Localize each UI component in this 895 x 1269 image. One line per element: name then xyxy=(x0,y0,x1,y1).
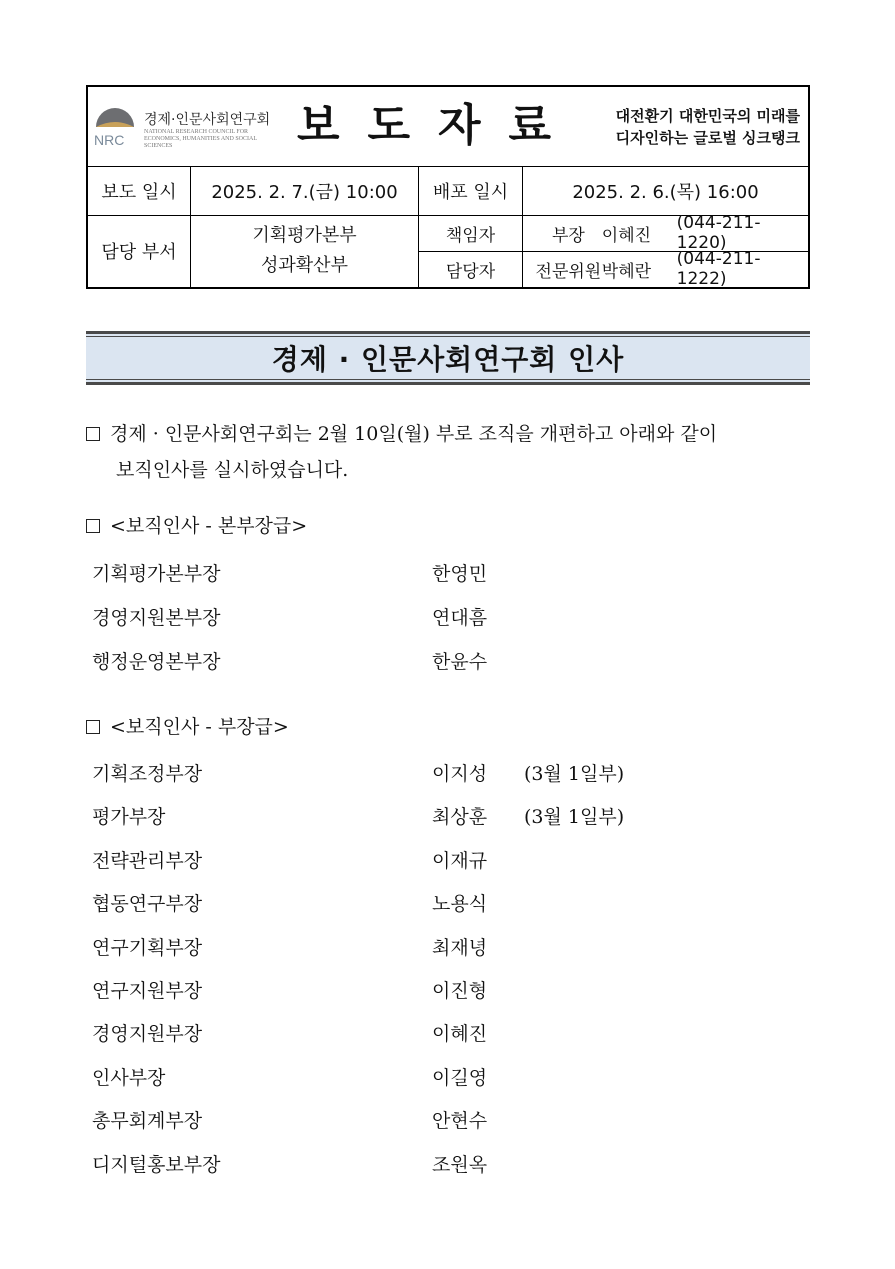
svg-text:NRC: NRC xyxy=(94,132,125,147)
dept-value xyxy=(191,215,419,287)
effective-date-note: (3월 1일부) xyxy=(524,763,625,785)
position-title: 기획평가본부장 xyxy=(92,563,221,585)
position-title: 행정운영본부장 xyxy=(92,651,221,673)
slogan-line-1: 대전환기 대한민국의 미래를 xyxy=(615,107,800,125)
contact-role-labels xyxy=(419,215,523,287)
position-title: 평가부장 xyxy=(92,806,166,829)
intro-paragraph xyxy=(86,416,816,488)
effective-date-note: (3월 1일부) xyxy=(524,806,625,829)
resp-contact xyxy=(523,215,808,252)
header-title-row xyxy=(88,87,808,167)
position-title: 인사부장 xyxy=(92,1066,166,1089)
position-title: 디지털홍보부장 xyxy=(92,1153,221,1176)
checkbox-bullet-icon xyxy=(86,720,100,734)
list-item xyxy=(92,554,792,594)
nrc-logo-icon xyxy=(94,105,136,147)
position-title: 경영지원부장 xyxy=(92,1023,203,1046)
list-item xyxy=(92,841,792,881)
contact-row xyxy=(88,215,808,287)
slogan xyxy=(616,105,800,149)
appointee-name: 이길영 xyxy=(432,1066,488,1089)
appointee-name: 노용식 xyxy=(432,893,488,916)
appointee-name: 조원옥 xyxy=(432,1153,488,1176)
resp-name: 이혜진 xyxy=(601,225,652,246)
resp-phone: (044-211-1220) xyxy=(676,213,761,253)
checkbox-bullet-icon xyxy=(86,427,100,441)
section-2-heading: <보직인사 - 부장급> xyxy=(86,712,289,739)
dept-line-1: 기획평가본부 xyxy=(252,225,357,246)
dist-date-value: 2025. 2. 6.(목) 16:00 xyxy=(572,181,759,203)
org-subtitle: NATIONAL RESEARCH COUNCIL FOR ECONOMICS, HUMANITIES AND SOCIAL SCIENCES xyxy=(144,129,257,149)
appointee-name: 이혜진 xyxy=(432,1023,488,1046)
dist-date-label: 배포 일시 xyxy=(419,166,523,215)
report-date-value: 2025. 2. 7.(금) 10:00 xyxy=(191,166,419,215)
list-item xyxy=(92,884,792,924)
doc-title: 보도자료 xyxy=(296,100,579,151)
list-item xyxy=(92,1101,792,1141)
position-title: 총무회계부장 xyxy=(92,1110,203,1133)
appointee-name: 안현수 xyxy=(432,1110,488,1133)
nrc-logo xyxy=(94,103,284,151)
position-title: 전략관리부장 xyxy=(92,849,203,872)
list-item xyxy=(92,642,792,682)
org-name: 경제·인문사회연구회 xyxy=(144,112,271,128)
list-item xyxy=(92,797,792,837)
date-row xyxy=(88,166,808,216)
staff-position: 전문위원 xyxy=(535,261,602,282)
section-1-heading: <보직인사 - 본부장급> xyxy=(86,511,307,538)
title-banner xyxy=(86,331,810,385)
intro-line-2: 보직인사를 실시하였습니다. xyxy=(116,459,349,481)
press-release-header xyxy=(86,85,810,289)
list-item xyxy=(92,598,792,638)
list-item xyxy=(92,971,792,1011)
report-date-label: 보도 일시 xyxy=(88,166,191,215)
staff-phone: (044-211-1222) xyxy=(676,249,761,289)
appointee-name: 이재규 xyxy=(432,849,488,872)
intro-line-1: 경제 · 인문사회연구회는 2월 10일(월) 부로 조직을 개편하고 아래와 같이 xyxy=(110,423,718,445)
position-title: 연구기획부장 xyxy=(92,936,203,959)
staff-name: 박혜란 xyxy=(601,261,652,282)
list-item xyxy=(92,928,792,968)
staff-contact xyxy=(523,251,808,287)
appointee-name: 한영민 xyxy=(432,563,488,585)
contact-details xyxy=(523,215,808,287)
list-item xyxy=(92,1014,792,1054)
appointee-name: 이지성 xyxy=(432,763,488,785)
position-title: 연구지원부장 xyxy=(92,980,203,1002)
resp-label: 책임자 xyxy=(419,215,522,252)
position-title: 경영지원본부장 xyxy=(92,607,221,629)
list-item xyxy=(92,754,792,794)
dept-line-2: 성과확산부 xyxy=(261,255,348,276)
checkbox-bullet-icon xyxy=(86,519,100,533)
position-title: 협동연구부장 xyxy=(92,893,203,916)
position-title: 기획조정부장 xyxy=(92,763,203,785)
appointee-name: 한윤수 xyxy=(432,651,488,673)
appointee-name: 최재녕 xyxy=(432,936,488,959)
dept-label: 담당 부서 xyxy=(88,215,191,287)
appointee-name: 최상훈 xyxy=(432,806,488,829)
resp-position: 부장 xyxy=(551,225,585,246)
page-title: 경제 · 인문사회연구회 인사 xyxy=(271,343,625,376)
list-item xyxy=(92,1145,792,1185)
appointee-name: 이진형 xyxy=(432,980,488,1002)
list-item xyxy=(92,1058,792,1098)
slogan-line-2: 디자인하는 글로벌 싱크탱크 xyxy=(615,129,800,147)
staff-label: 담당자 xyxy=(445,261,496,282)
appointee-name: 연대흠 xyxy=(432,607,488,629)
